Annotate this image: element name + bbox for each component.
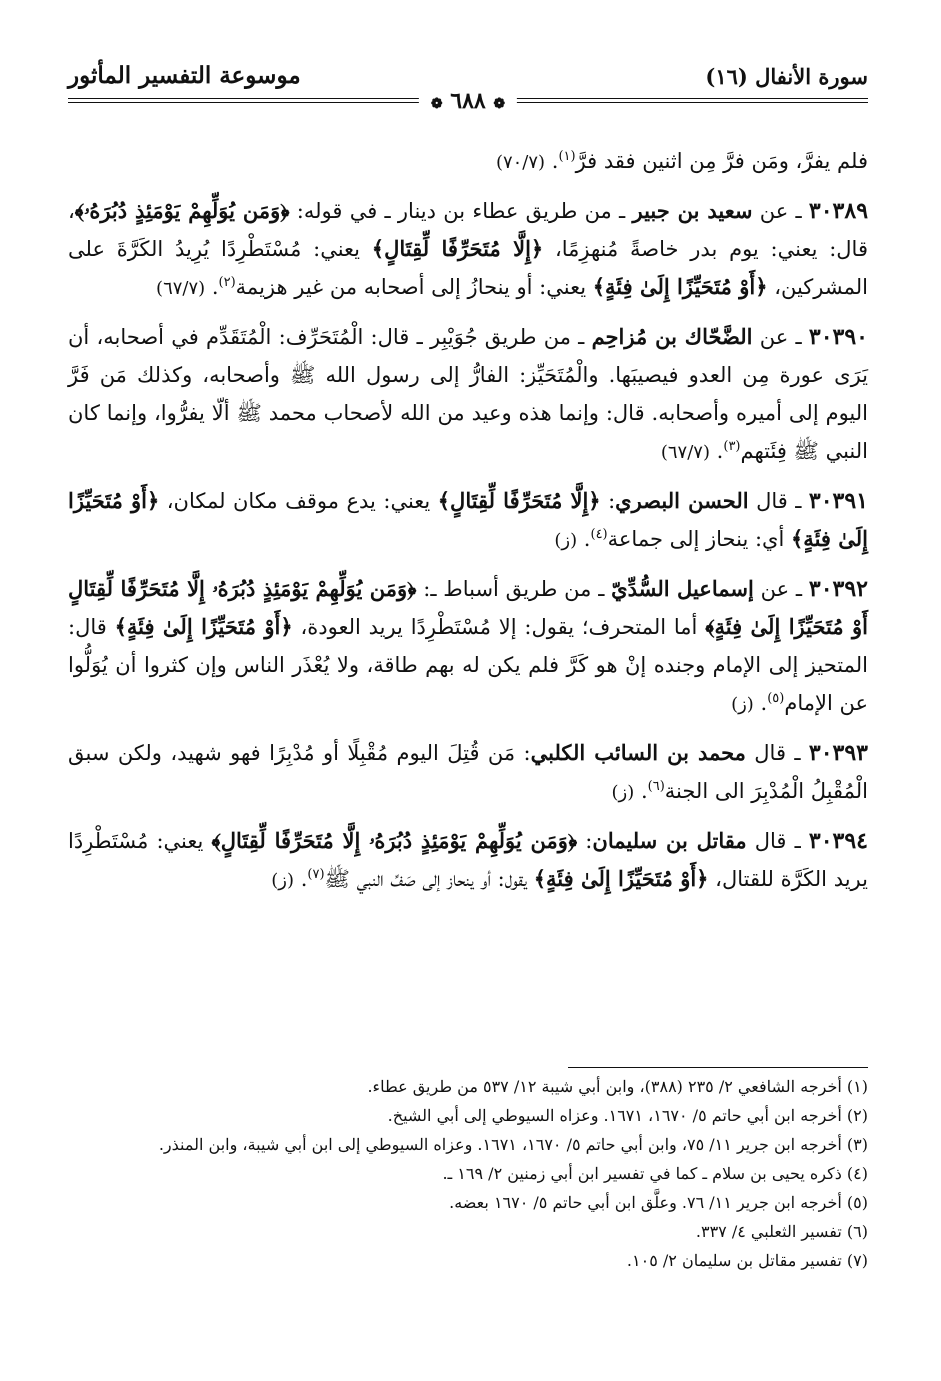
ornament-icon: ❁ — [430, 96, 443, 112]
narrator-name: إسماعيل السُّدِّيّ — [611, 576, 754, 601]
quran-verse: ﴿وَمَن يُوَلِّهِمْ يَوْمَئِذٍ دُبُرَهُۥ إِلَّا مُتَحَرِّفًا لِّقِتَالٍ﴾ — [211, 828, 578, 853]
footnote: (٤) ذكره يحيى بن سلام ـ كما في تفسير ابن أبي زمنين ٢/ ١٦٩ ـ. — [442, 1164, 868, 1183]
entry-number: ٣٠٣٩٢ — [808, 576, 868, 602]
entry-paragraph — [68, 570, 868, 724]
quran-verse: ﴿وَمَن يُوَلِّهِمْ يَوْمَئِذٍ دُبُرَهُۥ﴾ — [74, 198, 290, 223]
paragraph-text: . — [294, 867, 308, 891]
reference-code: (ز) — [554, 530, 578, 551]
paragraph-text: أي: ينحاز إلى جماعة — [607, 527, 791, 551]
entry-paragraph — [68, 142, 868, 182]
paragraph-text: أما المتحرف؛ يقول: إلا مُسْتَطْرِدًا يريد العودة، — [292, 615, 706, 639]
entry-number: ٣٠٣٩٣ — [808, 740, 868, 766]
ornament-icon: ❁ — [493, 96, 506, 112]
page-number-value: ٦٨٨ — [450, 88, 486, 114]
paragraph-text: . — [753, 691, 768, 715]
entry-paragraph — [68, 482, 868, 560]
paragraph-text: ـ عن — [753, 577, 809, 601]
entry-paragraph — [68, 192, 868, 308]
entry-number: ٣٠٣٩٠ — [808, 324, 868, 350]
footnote: (٦) تفسير الثعلبي ٤/ ٣٣٧. — [695, 1222, 868, 1241]
entry-number: ٣٠٣٩١ — [808, 488, 868, 514]
paragraph-text: ـ من طريق عطاء بن دينار ـ في قوله: — [289, 199, 633, 223]
narrator-name: مقاتل بن سليمان — [592, 828, 747, 853]
entry-paragraph — [68, 822, 868, 900]
paragraph-text: . — [634, 779, 648, 803]
reference-code: (٦٧/٧) — [156, 278, 206, 299]
paragraph-text: : — [600, 489, 616, 513]
paragraph-text: ـ عن — [752, 325, 809, 349]
entry-paragraph — [68, 318, 868, 472]
paragraph-text: ـ عن — [752, 199, 809, 223]
reference-code: (ز) — [731, 694, 754, 715]
footnote-marker: (٥) — [767, 691, 785, 706]
narrator-name: سعيد بن جبير — [632, 198, 753, 223]
paragraph-text: يقول: أو ينحاز إلى صَفِّ النبي ﷺ — [324, 867, 534, 891]
paragraph-text: يعني: يدع موقف مكان لمكان، — [159, 489, 438, 513]
footnote: (١) أخرجه الشافعي ٢/ ٢٣٥ (٣٨٨)، وابن أبي شيبة ١٢/ ٥٣٧ من طريق عطاء. — [367, 1077, 868, 1096]
footnote: (٣) أخرجه ابن جرير ١١/ ٧٥، وابن أبي حاتم ٥/ ١٦٧٠، ١٦٧١. وعزاه السيوطي إلى ابن أبي شيبة، وابن المنذر. — [158, 1135, 868, 1154]
paragraph-text: ـ قال — [748, 489, 809, 513]
paragraph-text: فلم يفرَّ، ومَن فرَّ مِن اثنين فقد فرَّ — [575, 149, 868, 173]
footnotes — [68, 1074, 868, 1277]
reference-code: (٦٧/٧) — [660, 442, 710, 463]
footnote-marker: (٣) — [723, 439, 741, 454]
main-text — [68, 142, 868, 910]
narrator-name: محمد بن السائب الكلبي — [530, 740, 746, 765]
page-number — [419, 88, 517, 114]
entry-paragraph — [68, 734, 868, 812]
paragraph-text: . — [205, 275, 219, 299]
reference-code: (٧٠/٧) — [495, 152, 546, 173]
page-header — [68, 58, 868, 114]
paragraph-text: . — [710, 439, 724, 463]
quran-verse: ﴿أَوْ مُتَحَيِّزًا إِلَىٰ فِئَةٍ﴾ — [533, 866, 709, 891]
paragraph-text: يعني: مُسْتَطْرِدًا يُرِيدُ الكَرَّةَ على المشركين، — [68, 237, 868, 299]
entry-number: ٣٠٣٨٩ — [808, 198, 869, 224]
reference-code: (ز) — [611, 782, 635, 803]
paragraph-text: . — [577, 527, 591, 551]
footnote: (٢) أخرجه ابن أبي حاتم ٥/ ١٦٧٠، ١٦٧١. وعزاه السيوطي إلى أبي الشيخ. — [387, 1106, 868, 1125]
footnote-marker: (٧) — [307, 867, 325, 882]
paragraph-text: يعني: مُسْتَطْرِدًا يريد الكَرَّة للقتال، — [68, 829, 868, 891]
quran-verse: ﴿أَوْ مُتَحَيِّزًا إِلَىٰ فِئَةٍ﴾ — [114, 614, 293, 639]
footnote-marker: (٦) — [647, 779, 665, 794]
quran-verse: ﴿وَمَن يُوَلِّهِمْ يَوْمَئِذٍ دُبُرَهُۥ إِلَّا مُتَحَرِّفًا لِّقِتَالٍ أَوْ مُتَحَيِّزًا إِلَىٰ فِئَةٍ﴾ — [68, 576, 869, 639]
footnote-marker: (٢) — [218, 275, 236, 290]
paragraph-text: ـ من طريق أسباط ـ: — [416, 577, 612, 601]
narrator-name: الضَّحّاك بن مُزاحِم — [591, 324, 753, 349]
paragraph-text: ـ قال — [746, 829, 809, 853]
paragraph-text: ـ من طريق جُوَيْبِر ـ قال: الْمُتَحَرِّف: الْمُتَقَدِّم في أصحابه، أن يَرَى عورة مِن العدو فيصيبَها. والْمُتَحَيِّز: الفارُّ إلى رسول الله ﷺ وأصحابه، وكذلك مَن فَرَّ اليوم إلى أميره وأصحابه. قال: وإنما هذه وعيد من الله لأصحاب محمد ﷺ ألّا يفرُّوا، وإنما كان النبي ﷺ فِئَتهم — [68, 325, 868, 463]
paragraph-text: . — [545, 149, 559, 173]
footnote: (٥) أخرجه ابن جرير ١١/ ٧٦. وعلَّق ابن أبي حاتم ٥/ ١٦٧٠ بعضه. — [449, 1193, 868, 1212]
quran-verse: ﴿أَوْ مُتَحَيِّزًا إِلَىٰ فِئَةٍ﴾ — [592, 274, 768, 299]
footnote: (٧) تفسير مقاتل بن سليمان ٢/ ١٠٥. — [626, 1251, 868, 1270]
entry-number: ٣٠٣٩٤ — [808, 828, 868, 854]
footnote-marker: (١) — [558, 149, 576, 164]
footnote-marker: (٤) — [590, 527, 608, 542]
paragraph-text: يعني: أو ينحازُ إلى أصحابه من غير هزيمة — [235, 275, 593, 299]
paragraph-text: : — [577, 829, 593, 853]
surah-title: سورة الأنفال (١٦) — [705, 64, 868, 89]
quran-verse: ﴿أَوْ مُتَحَيِّزًا إِلَىٰ فِئَةٍ﴾ — [68, 488, 868, 551]
quran-verse: ﴿إِلَّا مُتَحَرِّفًا لِّقِتَالٍ﴾ — [371, 236, 544, 261]
book-title: موسوعة التفسير المأثور — [68, 62, 301, 89]
paragraph-text: ، قال: يعني: يوم بدر خاصةً مُنهزِمًا، — [68, 199, 868, 261]
reference-code: (ز) — [271, 870, 295, 891]
narrator-name: الحسن البصري — [615, 488, 749, 513]
paragraph-text: : مَن قُتِلَ اليوم مُقْبِلًا أو مُدْبِرًا فهو شهيد، ولكن سبق الْمُقْبِلُ الْمُدْبِرَ الى الجنة — [68, 741, 868, 803]
paragraph-text: ـ قال — [745, 741, 809, 765]
paragraph-text: قال: المتحيز إلى الإمام وجنده إنْ هو كَرَّ فلم يكن له بهم طاقة، ولا يُعْذَر الناس وإن كثروا أن يُوَلُّوا عن الإمام — [68, 615, 868, 715]
footnote-separator — [568, 1067, 868, 1068]
quran-verse: ﴿إِلَّا مُتَحَرِّفًا لِّقِتَالٍ﴾ — [437, 488, 601, 513]
